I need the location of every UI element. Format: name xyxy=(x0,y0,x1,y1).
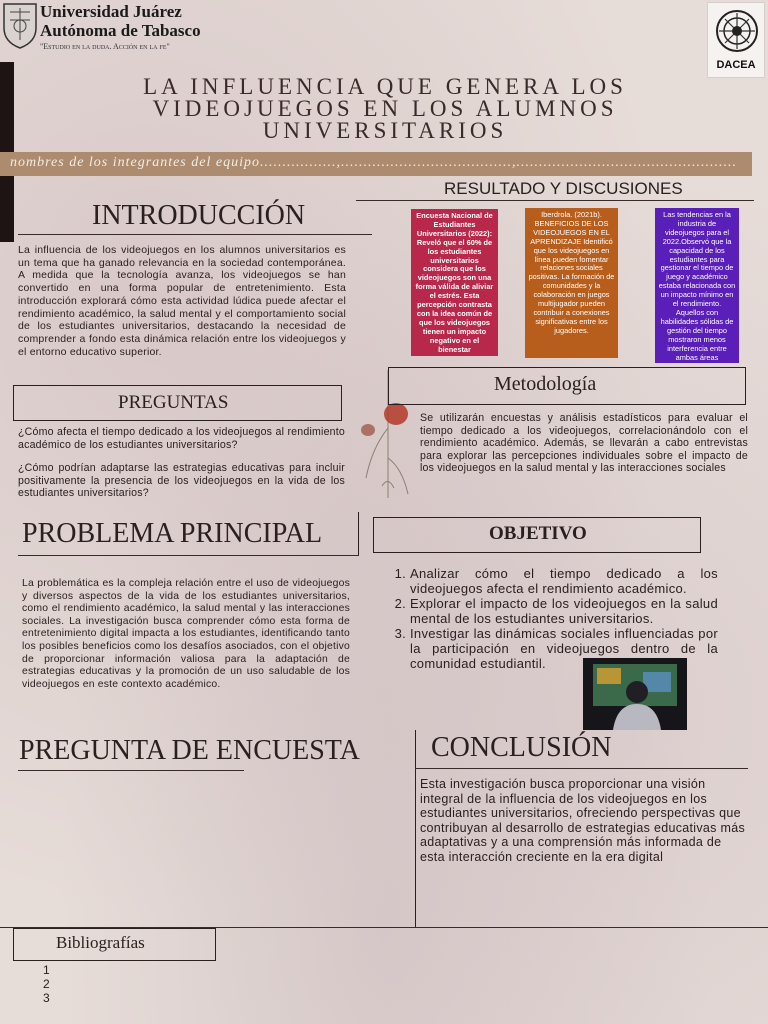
title-line3: UNIVERSITARIOS xyxy=(262,118,508,143)
result-card-3: Las tendencias en la industria de videojuegos para el 2022.Observó que la capacidad de los estudiantes para gestionar el tiempo de juego y académico estaba relacionada con un impacto mínimo en el rendimiento. Aquellos con habilidades sólidas de gestión del tiempo mostraron menos interferencia entre ambas áreas xyxy=(655,208,739,363)
resultados-underline xyxy=(356,200,754,201)
metodologia-heading: Metodología xyxy=(494,373,597,395)
problema-underline xyxy=(18,555,359,556)
bibliografia-item: 1 xyxy=(43,963,50,977)
bottom-divider xyxy=(415,730,416,927)
objetivo-list xyxy=(396,566,718,671)
encuesta-underline xyxy=(18,770,244,771)
bibliografias-heading: Bibliografías xyxy=(56,933,145,952)
university-name-line2: Autónoma de Tabasco xyxy=(40,21,201,40)
gamer-at-screen-image xyxy=(583,658,687,730)
dacea-logo xyxy=(707,2,765,78)
dacea-seal-icon xyxy=(708,3,766,59)
objetivo-item: 2. Explorar el impacto de los videojuegos en la salud mental de los estudiantes universitarios. xyxy=(410,596,718,626)
introduccion-text: La influencia de los videojuegos en los alumnos universitarios es un tema que ha ganado relevancia en la sociedad contemporánea. A medida que la tecnología avanza, los videojuegos se han convertido en una forma popular de entretenimiento. Esta introducción explorará cómo esta actividad lúdica puede afectar el rendimiento académico, la salud mental y el comportamiento social de los estudiantes universitarios, destacando la necesidad de comprender a fondo esta dinámica relación entre los videojuegos y el entorno educativo superior. xyxy=(18,244,346,358)
objetivo-item: 1. Analizar cómo el tiempo dedicado a los videojuegos afecta el rendimiento académico. xyxy=(410,566,718,596)
metodologia-text: Se utilizarán encuestas y análisis estadísticos para evaluar el tiempo dedicado a los videojuegos, correlacionándolo con el rendimiento académico. Además, se llevarán a cabo entrevistas para explorar las percepciones individuales sobre el impacto de los videojuegos en la salud mental y las interacciones sociales xyxy=(420,412,748,475)
bibliografia-item: 2 xyxy=(43,977,50,991)
university-name-line1: Universidad Juárez xyxy=(40,2,182,21)
result-card-1: Encuesta Nacional de Estudiantes Universitarios (2022): Reveló que el 60% de los estudiantes universitarios considera que los videojuegos son una forma válida de aliviar el estrés. Esta percepción contrasta con la idea común de que los videojuegos tienen un impacto negativo en el bienestar xyxy=(411,209,498,356)
team-members-text: nombres de los integrantes del equipo.................,......................................,................................................. xyxy=(10,155,737,170)
problema-text: La problemática es la compleja relación entre el uso de videojuegos y diversos aspectos de la vida de los estudiantes universitarios, como el rendimiento académico, la salud mental y las interacciones sociales. La investigación busca comprender cómo esta forma de entretenimiento digital impacta a los estudiantes, identificando tanto los posibles beneficios como los desafíos asociados, con el objetivo de proporcionar información valiosa para la adaptación de estrategias educativas y la promoción de un uso saludable de los videojuegos en este contexto académico. xyxy=(22,578,350,690)
pregunta-1: ¿Cómo afecta el tiempo dedicado a los videojuegos al rendimiento académico de los estudiantes universitarios? xyxy=(18,426,345,451)
title-line2: VIDEOJUEGOS EN LOS ALUMNOS xyxy=(152,96,618,121)
conclusion-text: Esta investigación busca proporcionar una visión integral de la influencia de los videojuegos en los estudiantes universitarios, ofreciendo perspectivas que contribuyan al desarrollo de estrategias educativas más adaptativas y a una comprensión más informada de esta interacción creciente en la era digital xyxy=(420,777,746,864)
problema-divider xyxy=(358,512,359,556)
poster-title xyxy=(100,76,670,142)
university-shield-logo xyxy=(0,0,40,50)
bibliografia-item: 3 xyxy=(43,991,50,1005)
bibliografias-list xyxy=(43,963,50,1005)
conclusion-underline xyxy=(415,768,748,769)
university-motto: "Estudio en la duda. Acción en la fe" xyxy=(40,42,170,51)
problema-heading: PROBLEMA PRINCIPAL xyxy=(22,518,323,549)
resultados-heading: RESULTADO Y DISCUSIONES xyxy=(444,179,683,198)
objetivo-item: 3. Investigar las dinámicas sociales influenciadas por la participación en videojuegos dentro de la comunidad estudiantil. xyxy=(410,626,718,671)
dacea-label: DACEA xyxy=(716,59,756,71)
conclusion-heading: CONCLUSIÓN xyxy=(431,732,612,763)
preguntas-heading: PREGUNTAS xyxy=(118,392,229,413)
encuesta-heading: PREGUNTA DE ENCUESTA xyxy=(19,735,360,766)
university-name xyxy=(40,2,201,40)
title-line1: LA INFLUENCIA QUE GENERA LOS xyxy=(143,74,627,99)
pregunta-2: ¿Cómo podrían adaptarse las estrategias educativas para incluir positivamente la presencia de los videojuegos en la vida de los estudiantes universitarios? xyxy=(18,462,345,500)
gamer-photo xyxy=(583,658,687,730)
introduccion-underline xyxy=(18,234,372,235)
introduccion-heading: INTRODUCCIÓN xyxy=(92,200,306,231)
objetivo-heading: OBJETIVO xyxy=(489,523,587,544)
result-card-2: Iberdrola. (2021b). BENEFICIOS DE LOS VIDEOJUEGOS EN EL APRENDIZAJE Identificó que los videojuegos en línea pueden fomentar relaciones sociales positivas. La formación de comunidades y la colaboración en juegos multijugador pueden contribuir a conexiones significativas entre los jugadores. xyxy=(525,208,618,358)
